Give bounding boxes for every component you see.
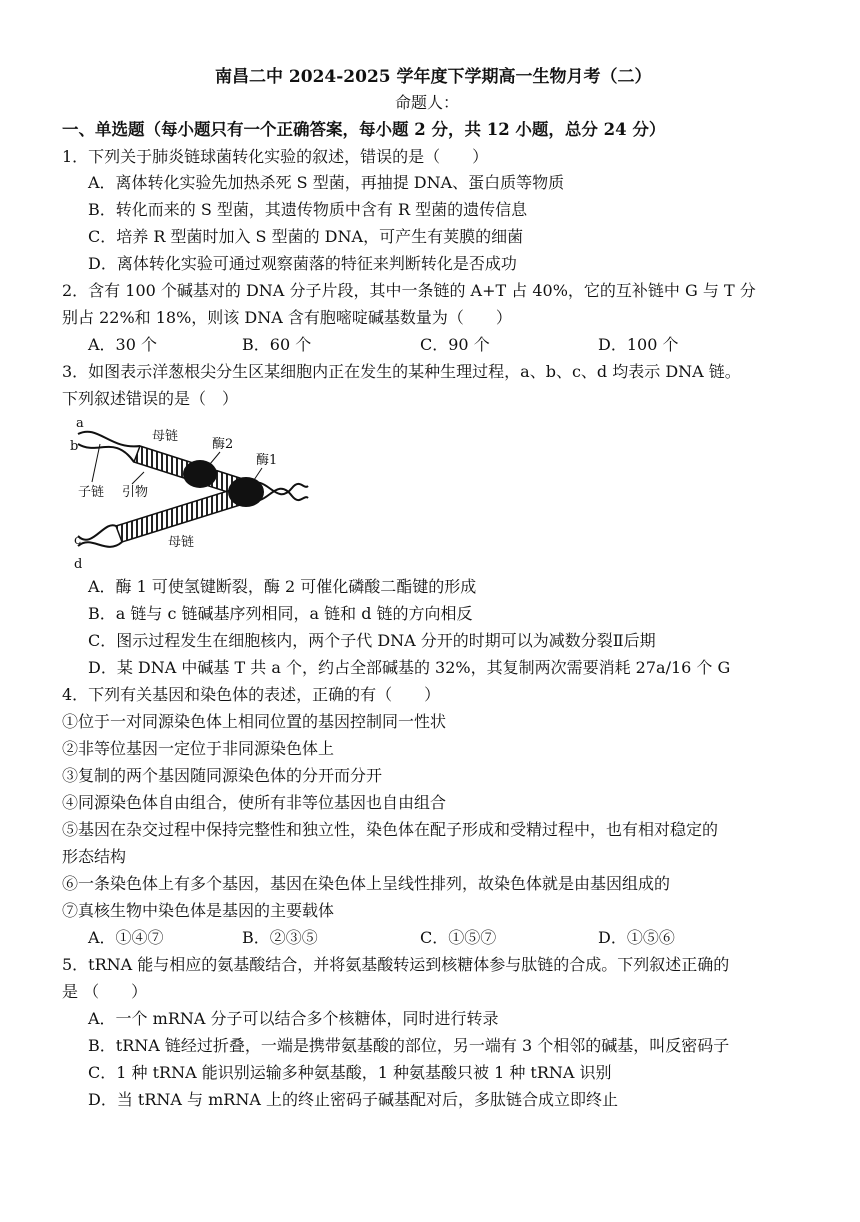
q2-options-row xyxy=(0,334,860,356)
q3-option-d[interactable]: D．某 DNA 中碱基 T 共 a 个，约占全部碱基的 32%，其复制两次需要消耗 27a/16 个 G xyxy=(88,658,731,677)
exam-title: 南昌二中 2024-2025 学年度下学期高一生物月考（二） xyxy=(215,67,652,87)
label-mother-bottom: 母链 xyxy=(168,535,195,550)
q1-option-c[interactable]: C．培养 R 型菌时加入 S 型菌的 DNA，可产生有荚膜的细菌 xyxy=(88,227,524,246)
dna-replication-figure xyxy=(70,416,310,574)
q3-stem-line2: 下列叙述错误的是（ ） xyxy=(62,389,239,408)
q4-statement-3: ③复制的两个基因随同源染色体的分开而分开 xyxy=(62,766,383,785)
q5-option-d[interactable]: D．当 tRNA 与 mRNA 上的终止密码子碱基配对后，多肽链合成立即终止 xyxy=(88,1090,618,1109)
q2-stem-line1: 2．含有 100 个碱基对的 DNA 分子片段，其中一条链的 A+T 占 40%，它的互补链中 G 与 T 分 xyxy=(62,281,756,300)
q4-statement-6: ⑥一条染色体上有多个基因，基因在染色体上呈线性排列，故染色体就是由基因组成的 xyxy=(62,874,671,893)
label-a: a xyxy=(76,416,84,431)
label-d: d xyxy=(74,557,83,572)
q3-option-a[interactable]: A．酶 1 可使氢键断裂，酶 2 可催化磷酸二酯键的形成 xyxy=(88,577,477,596)
q1-option-d[interactable]: D．离体转化实验可通过观察菌落的特征来判断转化是否成功 xyxy=(88,254,517,273)
q5-option-a[interactable]: A．一个 mRNA 分子可以结合多个核糖体，同时进行转录 xyxy=(88,1009,499,1028)
q4-statement-5-cont: 形态结构 xyxy=(62,847,127,866)
q4-option-c[interactable]: C．①⑤⑦ xyxy=(420,928,497,947)
q4-options-row xyxy=(0,927,860,949)
q4-statement-1: ①位于一对同源染色体上相同位置的基因控制同一性状 xyxy=(62,712,447,731)
q3-stem-line1: 3．如图表示洋葱根尖分生区某细胞内正在发生的某种生理过程，a、b、c、d 均表示 DNA 链。 xyxy=(62,362,741,381)
label-enzyme2: 酶2 xyxy=(212,437,234,452)
q5-option-b[interactable]: B．tRNA 链经过折叠，一端是携带氨基酸的部位，另一端有 3 个相邻的碱基，叫反密码子 xyxy=(88,1036,730,1055)
label-b: b xyxy=(70,439,79,454)
q4-stem: 4．下列有关基因和染色体的表述，正确的有（ ） xyxy=(62,685,441,704)
q5-stem-line1: 5．tRNA 能与相应的氨基酸结合，并将氨基酸转运到核糖体参与肽链的合成。下列叙述正确的 xyxy=(62,955,730,974)
q4-option-b[interactable]: B．②③⑤ xyxy=(242,928,318,947)
q4-statement-4: ④同源染色体自由组合，使所有非等位基因也自由组合 xyxy=(62,793,447,812)
q1-stem: 1．下列关于肺炎链球菌转化实验的叙述，错误的是（ ） xyxy=(62,147,489,166)
q4-option-d[interactable]: D．①⑤⑥ xyxy=(598,928,675,947)
q2-option-a[interactable]: A．30 个 xyxy=(88,335,158,354)
author-line: 命题人： xyxy=(395,93,460,112)
enzyme-2-icon xyxy=(183,460,217,488)
label-c: c xyxy=(74,533,82,548)
q2-option-c[interactable]: C．90 个 xyxy=(420,335,490,354)
label-daughter: 子链 xyxy=(78,485,105,500)
label-primer: 引物 xyxy=(122,485,149,500)
q4-statement-7: ⑦真核生物中染色体是基因的主要载体 xyxy=(62,901,335,920)
q1-option-b[interactable]: B．转化而来的 S 型菌，其遗传物质中含有 R 型菌的遗传信息 xyxy=(88,200,528,219)
enzyme-1-icon xyxy=(228,477,264,507)
q3-option-b[interactable]: B．a 链与 c 链碱基序列相同，a 链和 d 链的方向相反 xyxy=(88,604,473,623)
q2-option-d[interactable]: D．100 个 xyxy=(598,335,679,354)
q1-option-a[interactable]: A．离体转化实验先加热杀死 S 型菌，再抽提 DNA、蛋白质等物质 xyxy=(88,173,565,192)
q2-option-b[interactable]: B．60 个 xyxy=(242,335,312,354)
q3-option-c[interactable]: C．图示过程发生在细胞核内，两个子代 DNA 分开的时期可以为减数分裂Ⅱ后期 xyxy=(88,631,656,650)
q4-statement-2: ②非等位基因一定位于非同源染色体上 xyxy=(62,739,335,758)
q5-stem-line2: 是 （ ） xyxy=(62,982,148,1001)
section-heading: 一、单选题（每小题只有一个正确答案，每小题 2 分，共 12 小题，总分 24 分） xyxy=(62,120,666,139)
label-mother-top: 母链 xyxy=(152,429,179,444)
label-enzyme1: 酶1 xyxy=(256,453,278,468)
q4-statement-5: ⑤基因在杂交过程中保持完整性和独立性，染色体在配子形成和受精过程中，也有相对稳定的 xyxy=(62,820,719,839)
q4-option-a[interactable]: A．①④⑦ xyxy=(88,928,164,947)
q5-option-c[interactable]: C．1 种 tRNA 能识别运输多种氨基酸，1 种氨基酸只被 1 种 tRNA 识别 xyxy=(88,1063,612,1082)
q2-stem-line2: 别占 22%和 18%，则该 DNA 含有胞嘧啶碱基数量为（ ） xyxy=(62,308,512,327)
